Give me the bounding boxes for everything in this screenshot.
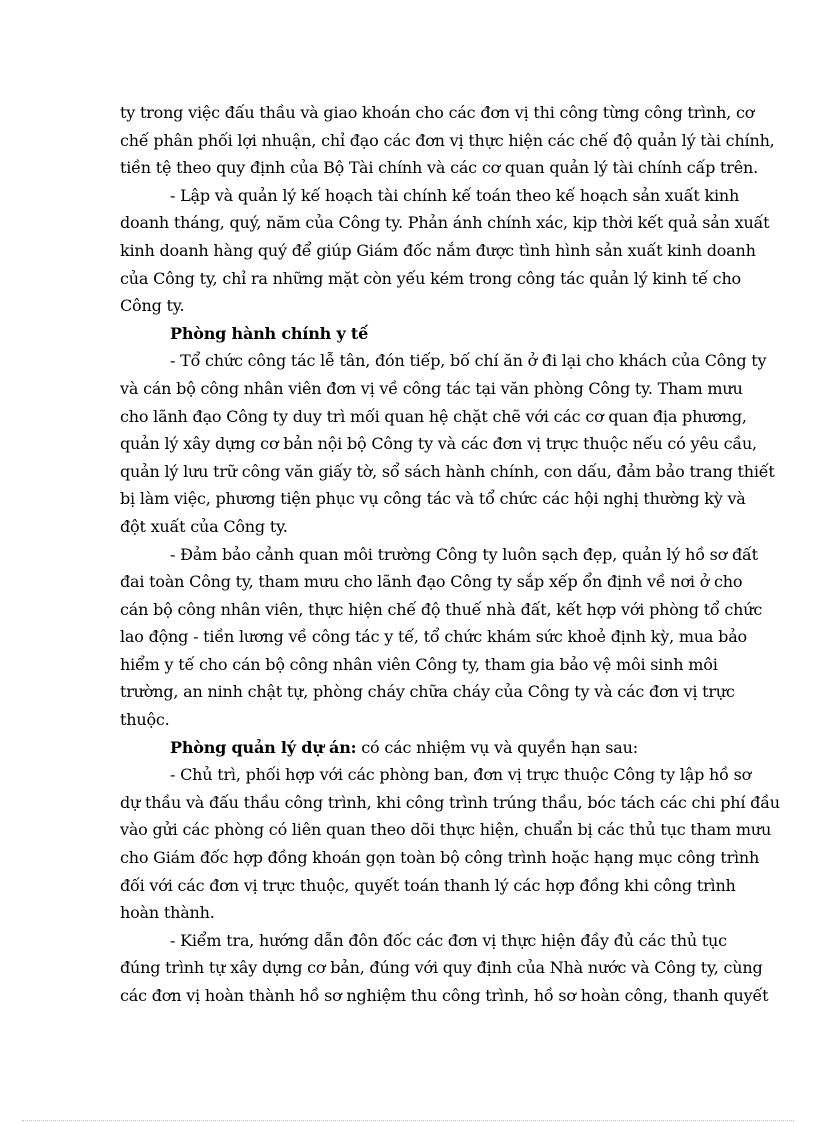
text-line: đột xuất của Công ty. [120, 516, 288, 536]
heading-text: Phòng hành chính y tế [170, 323, 369, 343]
text-line: lao động - tiền lương về công tác y tế, tổ chức khám sức khoẻ định kỳ, mua bảo [120, 627, 747, 647]
text-line: Công ty. [120, 296, 185, 316]
intro-block [120, 99, 775, 320]
text-line: cho lãnh đạo Công ty duy trì mối quan hệ chặt chẽ với các cơ quan địa phương, [120, 406, 747, 426]
text-line: đúng trình tự xây dựng cơ bản, đúng với quy định của Nhà nước và Công ty, cùng [120, 958, 763, 978]
text-line: và cán bộ công nhân viên đơn vị về công tác tại văn phòng Công ty. Tham mưu [120, 378, 743, 398]
administration-block [120, 347, 775, 733]
text-line: ty trong việc đấu thầu và giao khoán cho các đơn vị thi công từng công trình, cơ [120, 103, 755, 122]
project-management-block [120, 761, 780, 1009]
text-line: các đơn vị hoàn thành hồ sơ nghiệm thu công trình, hồ sơ hoàn công, thanh quyết [120, 986, 769, 1005]
text-line: - Lập và quản lý kế hoạch tài chính kế toán theo kế hoạch sản xuất kinh [170, 185, 740, 205]
text-line: - Kiểm tra, hướng dẫn đôn đốc các đơn vị thực hiện đầy đủ các thủ tục [170, 930, 727, 950]
text-line: dự thầu và đấu thầu công trình, khi công trình trúng thầu, bóc tách các chi phí đầu [120, 792, 780, 812]
text-line: vào gửi các phòng có liên quan theo dõi thực hiện, chuẩn bị các thủ tục tham mưu [120, 820, 772, 840]
section-heading-administration [120, 320, 696, 348]
text-line: - Tổ chức công tác lễ tân, đón tiếp, bố chí ăn ở đi lại cho khách của Công ty [170, 351, 767, 371]
heading-continuation: có các nhiệm vụ và quyền hạn sau: [356, 737, 638, 757]
text-line: - Chủ trì, phối hợp với các phòng ban, đơn vị trực thuộc Công ty lập hồ sơ [170, 765, 752, 785]
text-line: quản lý lưu trữ công văn giấy tờ, sổ sách hành chính, con dấu, đảm bảo trang thiết [120, 461, 775, 481]
text-line: doanh tháng, quý, năm của Công ty. Phản ánh chính xác, kịp thời kết quả sản xuất [120, 213, 770, 233]
heading-text: Phòng quản lý dự án: [170, 737, 357, 757]
text-line: cán bộ công nhân viên, thực hiện chế độ thuế nhà đất, kết hợp với phòng tổ chức [120, 599, 763, 619]
text-line: quản lý xây dựng cơ bản nội bộ Công ty và các đơn vị trực thuộc nếu có yêu cầu, [120, 434, 757, 454]
text-line: trường, an ninh chật tự, phòng cháy chữa cháy của Công ty và các đơn vị trực [120, 682, 735, 702]
text-line: thuộc. [120, 710, 170, 730]
text-line: kinh doanh hàng quý để giúp Giám đốc nắm được tình hình sản xuất kinh doanh [120, 240, 756, 260]
text-line: tiền tệ theo quy định của Bộ Tài chính và các cơ quan quản lý tài chính cấp trên. [120, 158, 758, 178]
text-line: chế phân phối lợi nhuận, chỉ đạo các đơn vị thực hiện các chế độ quản lý tài chính, [120, 130, 775, 150]
text-line: hiểm y tế cho cán bộ công nhân viên Công ty, tham gia bảo vệ môi sinh môi [120, 654, 718, 674]
text-line: hoàn thành. [120, 903, 215, 923]
text-line: của Công ty, chỉ ra những mặt còn yếu kém trong công tác quản lý kinh tế cho [120, 268, 741, 288]
document-page [120, 99, 780, 1010]
text-line: đai toàn Công ty, tham mưu cho lãnh đạo Công ty sắp xếp ổn định về nơi ở cho [120, 572, 743, 592]
text-line: cho Giám đốc hợp đồng khoán gọn toàn bộ công trình hoặc hạng mục công trình [120, 848, 760, 868]
text-line: đối với các đơn vị trực thuộc, quyết toán thanh lý các hợp đồng khi công trình [120, 875, 736, 895]
text-line: bị làm việc, phương tiện phục vụ công tác và tổ chức các hội nghị thường kỳ và [120, 489, 746, 509]
section-heading-project-management [120, 734, 696, 762]
text-line: - Đảm bảo cảnh quan môi trường Công ty luôn sạch đẹp, quản lý hồ sơ đất [170, 544, 758, 564]
page-bottom-rule [22, 1120, 794, 1121]
